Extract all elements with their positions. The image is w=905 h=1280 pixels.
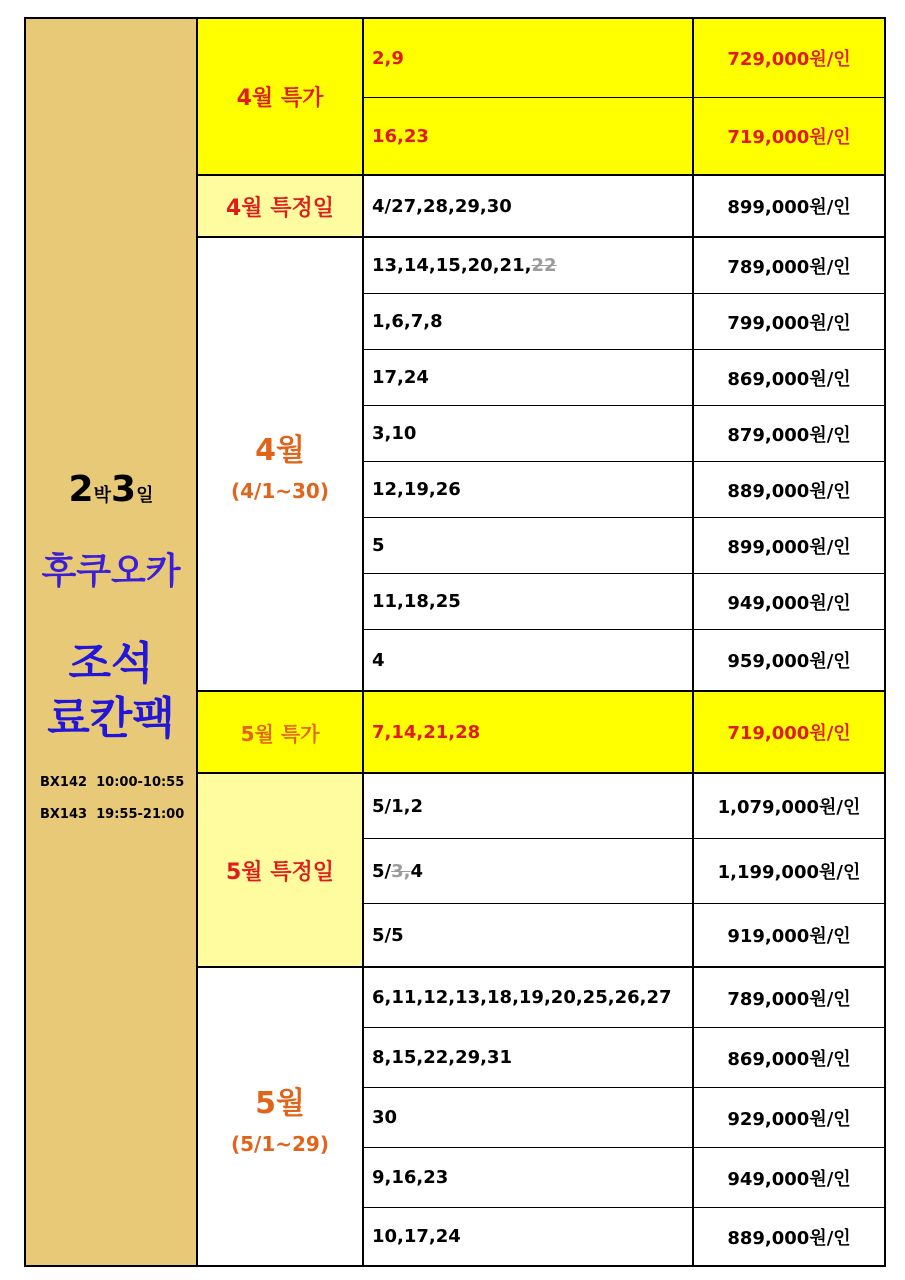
- category-range: (4/1~30): [230, 479, 329, 503]
- return-flight: BX143 19:55-21:00: [40, 807, 185, 822]
- dates-text: 5/: [372, 860, 392, 882]
- category-label: 5월 특정일: [226, 859, 334, 885]
- category-may-special-days: [198, 774, 364, 968]
- dates-cell: 4: [364, 630, 694, 692]
- price-cell: 889,000원/인: [727, 1227, 851, 1249]
- price-cell: 719,000원/인: [694, 692, 884, 774]
- dates-cell: 6,11,12,13,18,19,20,25,26,27: [364, 968, 694, 1028]
- dates-cell: 11,18,25: [364, 574, 694, 630]
- dates-cell: 1,6,7,8: [364, 294, 694, 350]
- price-cell: 889,000원/인: [694, 462, 884, 518]
- dates-cell: 5/1,2: [364, 774, 694, 839]
- category-may: [198, 968, 364, 1265]
- dates-cell: 8,15,22,29,31: [364, 1028, 694, 1088]
- trip-duration: [26, 469, 196, 510]
- price-cell: 949,000원/인: [694, 574, 884, 630]
- price-cell: 869,000원/인: [694, 350, 884, 406]
- price-cell: 959,000원/인: [694, 630, 884, 692]
- package-name-line1: 조석: [68, 638, 154, 689]
- price-cell: 949,000원/인: [694, 1148, 884, 1208]
- price-cell: 899,000원/인: [694, 518, 884, 574]
- dates-text: 4: [410, 860, 424, 882]
- category-range: (5/1~29): [230, 1131, 329, 1156]
- price-table: [198, 19, 884, 1265]
- dates-cell: 30: [364, 1088, 694, 1148]
- dates-cell: 2,9: [364, 19, 694, 98]
- dates-cell: 4/27,28,29,30: [364, 176, 694, 238]
- outbound-flight: BX142 10:00-10:55: [40, 775, 185, 790]
- dates-cell: 16,23: [364, 98, 694, 176]
- price-cell: 879,000원/인: [694, 406, 884, 462]
- category-label: 4월 특가: [236, 86, 324, 111]
- price-cell: 789,000원/인: [694, 968, 884, 1028]
- dates-cell: 12,19,26: [364, 462, 694, 518]
- dates-cell: 17,24: [364, 350, 694, 406]
- dates-cell: 3,10: [364, 406, 694, 462]
- nights-unit: 박: [93, 485, 111, 506]
- category-label: 5월: [255, 1085, 305, 1121]
- dates-cell: [364, 839, 694, 904]
- category-may-special: [198, 692, 364, 774]
- dates-text: 13,14,15,20,21,: [372, 255, 532, 276]
- category-april: [198, 238, 364, 692]
- price-cell: 869,000원/인: [694, 1028, 884, 1088]
- price-cell: 1,079,000원/인: [694, 774, 884, 839]
- nights-number: 2: [68, 469, 94, 510]
- price-cell: 899,000원/인: [694, 176, 884, 238]
- price-cell: 929,000원/인: [694, 1088, 884, 1148]
- price-cell: 789,000원/인: [694, 238, 884, 294]
- dates-cell: 7,14,21,28: [364, 692, 694, 774]
- dates-cell: [364, 238, 694, 294]
- price-cell: 1,199,000원/인: [694, 839, 884, 904]
- package-sidebar: [26, 19, 198, 1265]
- price-cell: 799,000원/인: [694, 294, 884, 350]
- dates-cell: 10,17,24: [364, 1208, 694, 1265]
- category-label: 4월 특정일: [226, 195, 334, 221]
- category-april-special-days: [198, 176, 364, 238]
- category-label: 5월 특가: [240, 721, 320, 746]
- days-number: 3: [111, 469, 137, 510]
- struck-date: 22: [531, 255, 557, 276]
- category-label: 4월: [255, 433, 305, 468]
- dates-cell: 9,16,23: [364, 1148, 694, 1208]
- struck-date: 3,: [391, 860, 411, 882]
- package-name-line2: 료칸팩: [47, 693, 175, 744]
- destination-city: 후쿠오카: [41, 551, 181, 592]
- price-cell: 729,000원/인: [694, 19, 884, 98]
- category-april-special: [198, 19, 364, 176]
- dates-cell: 5: [364, 518, 694, 574]
- price-cell: 719,000원/인: [694, 98, 884, 176]
- days-unit: 일: [136, 485, 154, 506]
- dates-cell: 5/5: [364, 904, 694, 968]
- price-cell: 919,000원/인: [694, 904, 884, 968]
- price-sheet: [24, 17, 886, 1267]
